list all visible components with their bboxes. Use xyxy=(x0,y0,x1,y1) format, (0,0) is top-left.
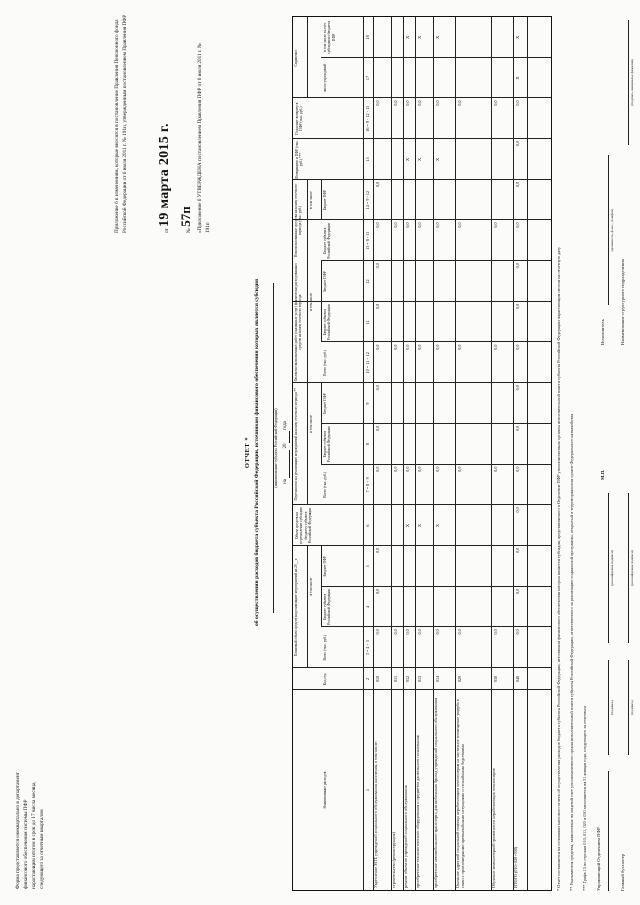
header-transferred: Перечислено на реализацию мероприятий на конец отчетного периода ** xyxy=(294,387,298,501)
period-suffix: года xyxy=(283,421,288,431)
grid-hline xyxy=(307,180,308,261)
cell-value: 0,0 xyxy=(457,222,462,228)
header-col-7: Всего (тыс. руб.) xyxy=(323,472,327,498)
resolution-number xyxy=(178,206,194,233)
cell-value: 0,0 xyxy=(375,588,380,594)
chief-sign-line xyxy=(624,660,629,755)
stamp-mp: М.П. xyxy=(600,469,605,480)
header-col-11: Бюджет субъекта Российской Федерации xyxy=(323,304,332,340)
period-prefix: на xyxy=(283,478,288,484)
cell-value: 0,0 xyxy=(375,222,380,228)
cell-value: 0,0 xyxy=(435,100,440,106)
subject-caption: (наименование субъекта Российской Федерации) xyxy=(274,408,278,488)
header-col-9: Бюджет ПФР xyxy=(323,393,327,414)
manager-decode-caption: (расшифровка подписи) xyxy=(610,550,614,586)
cell-value: 0,0 xyxy=(435,466,440,472)
cell-x: X xyxy=(417,523,422,528)
number-value: 57п xyxy=(178,206,193,227)
cell-value: 0,0 xyxy=(515,303,520,310)
header-col-6: Объем средств на перечисление субсидии бюджету субъекта Российской Федерации xyxy=(295,507,312,544)
chief-sign-caption: (подпись) xyxy=(630,700,634,715)
appendix-note: Приложение 6 к изменениям, которые вносятся в постановление Правления Пенсионного фонда Российской Федерации от 6 июля 2011 г. № 191п, утвержденным постановлением Правления ПФР xyxy=(114,14,129,233)
cell-value: 0,0 xyxy=(515,629,520,635)
footnote-2: ** Указываются средства, зачисленные на лицевой счет уполномоченного органа исполнительной власти субъекта Российской Федерации, ответственного за реализацию социальной программы, открытый в территориальном органе Федерального казначейства xyxy=(569,413,574,891)
cell-value: 0,0 xyxy=(417,222,422,228)
colnum-14: 14 = 9 - 12 xyxy=(365,190,370,210)
cell-value: 0,0 xyxy=(515,344,520,350)
grid-hline xyxy=(307,383,308,505)
cell-value: 0,0 xyxy=(515,507,520,513)
colnum-5: 5 xyxy=(365,565,370,568)
colnum-10: 10 = 11 + 12 xyxy=(365,352,370,374)
period-year-prefix: 20 xyxy=(283,443,288,449)
footnote-1: * Отчет составляется на основании кассового отчета об осуществлении расходов бюджета субъекта Российской Федерации, источником финансового обеспечения которых является субсидия, представляемого в Отделение ПФР уполномоченным органом исполнительной власти субъекта Российской Федерации нарастающим итогом на отчетную дату xyxy=(556,246,561,891)
row-code: 013 xyxy=(417,675,422,683)
number-prefix: № xyxy=(186,228,192,233)
header-works-incl: в том числе xyxy=(309,292,313,311)
cell-value: 0,0 xyxy=(375,629,380,635)
header-plan: Плановый объем средств на реализацию мероприятий на 20__ г. xyxy=(294,557,298,657)
cell-value: 0,0 xyxy=(405,344,410,350)
header-col-5: Бюджет ПФР xyxy=(323,556,327,577)
grid-hline xyxy=(321,383,322,464)
colnum-9: 9 xyxy=(365,402,370,405)
period-blank-1 xyxy=(283,450,290,478)
reporting-period xyxy=(283,385,290,520)
header-col-10: Всего (тыс. руб.) xyxy=(323,349,327,376)
row-code: 010 xyxy=(375,675,380,683)
date-handwritten: 19 марта 2015 г. xyxy=(157,123,172,227)
division-caption: (подпись, инициалы, фамилия) xyxy=(630,59,634,106)
cell-value: 0,0 xyxy=(515,263,520,269)
cell-value: 0,0 xyxy=(375,100,380,106)
cell-value: 0,0 xyxy=(515,588,520,594)
cell-value: 0,0 xyxy=(393,222,398,228)
row-code: 040 xyxy=(515,675,520,683)
cell-value: 0,0 xyxy=(393,100,398,106)
cell-value: 0,0 xyxy=(375,303,380,310)
cell-value: 0,0 xyxy=(493,466,498,472)
cell-value: 0,0 xyxy=(375,181,380,187)
header-col-8: Бюджет субъекта Российской Федерации xyxy=(323,426,332,463)
cell-value: 0,0 xyxy=(405,222,410,228)
cell-x: X xyxy=(417,35,422,40)
cell-value: 0,0 xyxy=(375,547,380,554)
cell-value: 0,0 xyxy=(515,547,520,554)
footnote-3: *** Графа 15 по строкам 010, 011, 020 и 030 заполняется на 31 января года, следующего за отчетным xyxy=(582,706,587,891)
cell-value: 0,0 xyxy=(493,629,498,635)
row-name: Оказание адресной социальной помощи неработающим пенсионерам на частичное возмещение ущерба в связи с произошедшими чрезвычайными ситуациями и стихийными бедствиями xyxy=(455,699,465,888)
row-name: Обучение компьютерной грамотности неработающих пенсионеров xyxy=(491,768,496,888)
colnum-8: 8 xyxy=(365,443,370,446)
colnum-16: 16 = 9 - 12 - 15 xyxy=(365,105,370,132)
row-code: 020 xyxy=(457,675,462,683)
grid-hline xyxy=(321,180,322,221)
cell-value: 0,0 xyxy=(393,629,398,635)
row-name: Укрепление МТБ учреждений социального обслуживания населения, в том числе: xyxy=(373,741,378,888)
chief-decode-line xyxy=(624,493,629,643)
resolution-date xyxy=(156,123,174,233)
row-code: 030 xyxy=(493,675,498,683)
date-prefix: от xyxy=(164,228,170,233)
cell-value: 0,0 xyxy=(435,344,440,350)
colnum-7: 7 = 8 + 9 xyxy=(365,477,370,493)
cell-x: X xyxy=(435,157,440,162)
grid-hline xyxy=(307,261,308,383)
cell-value: 0,0 xyxy=(375,466,380,472)
cell-value: 0,0 xyxy=(515,100,520,106)
row-code: 014 xyxy=(435,675,440,683)
form-submission-note: Форма представляется ежеквартально в департамент финансового обеспечения системы ПФР нарастающим итогом в срок до 17 числа месяца, следующего за отчетным кварталом xyxy=(15,772,46,889)
header-unspent: Неиспользованные средства на конец отчетного периода (тыс. руб.) xyxy=(294,183,303,258)
header-col-13: Бюджет субъекта Российской Федерации xyxy=(323,222,332,259)
cell-value: 0,0 xyxy=(515,425,520,432)
manager-line xyxy=(604,771,609,891)
colnum-12: 12 xyxy=(365,279,370,284)
chief-accountant-label: Главный бухгалтер xyxy=(620,853,625,891)
cell-value: 0,0 xyxy=(457,100,462,106)
period-blank-2 xyxy=(283,431,290,443)
colnum-15: 15 xyxy=(365,157,370,162)
report-title: ОТЧЕТ * xyxy=(244,436,251,469)
cell-x: X xyxy=(515,76,520,80)
header-col-4: Бюджет субъекта Российской Федерации xyxy=(323,589,332,625)
manager-decode-line xyxy=(604,493,609,643)
header-code: Код стр. xyxy=(323,672,327,686)
row-name: приобретение автомобильного транспорта для мобильных бригад учреждений социального обслуживания xyxy=(433,697,438,888)
cell-value: 0,0 xyxy=(375,263,380,269)
header-col-14: Бюджет ПФР xyxy=(323,189,327,211)
cell-x: X xyxy=(405,35,410,40)
cell-value: 0,0 xyxy=(515,141,520,147)
cell-value: 0,0 xyxy=(457,344,462,350)
grid-hline xyxy=(321,261,322,342)
executor-line xyxy=(604,155,609,305)
colnum-11: 11 xyxy=(365,320,370,325)
cell-value: 0,0 xyxy=(457,466,462,472)
cell-x: X xyxy=(417,157,422,162)
colnum-3: 3 = 4 + 5 xyxy=(365,640,370,656)
cell-value: 0,0 xyxy=(515,222,520,228)
row-name: ремонт объектов учреждений социального обслуживания xyxy=(403,785,408,888)
grid-hline xyxy=(321,546,322,627)
cell-value: 0,0 xyxy=(435,222,440,228)
cell-x: X xyxy=(405,157,410,162)
colnum-4: 4 xyxy=(365,605,370,609)
cell-value: 0,0 xyxy=(515,466,520,472)
cell-value: 0,0 xyxy=(393,344,398,350)
row-name: ИТОГО (010+020+030) xyxy=(513,846,518,888)
colnum-1: 1 xyxy=(365,788,370,792)
row-code: 012 xyxy=(405,675,410,683)
colnum-6: 6 xyxy=(365,524,370,527)
header-col-3: Всего (тыс. руб.) xyxy=(323,634,327,661)
grid-hline xyxy=(363,17,364,890)
cell-value: 0,0 xyxy=(405,466,410,472)
colnum-17: 17 xyxy=(365,75,370,81)
header-transferred-incl: в том числе xyxy=(309,415,313,433)
cell-value: 0,0 xyxy=(375,385,380,391)
executor-label: Исполнитель xyxy=(600,319,605,345)
cell-value: 0,0 xyxy=(457,629,462,635)
cell-value: 0,0 xyxy=(515,385,520,391)
header-reference: Справочно: xyxy=(294,48,298,67)
colnum-18: 18 xyxy=(365,35,370,40)
row-name: строительство (реконструкция) xyxy=(391,832,396,888)
cell-value: 0,0 xyxy=(417,629,422,635)
chief-decode-caption: (расшифровка подписи) xyxy=(630,550,634,586)
grid-hline xyxy=(527,17,528,890)
header-col-18: в том числе за счет субсидии из бюджета ПФР xyxy=(323,20,336,54)
cell-value: 0,0 xyxy=(515,181,520,187)
colnum-13: 13 = 8 - 11 xyxy=(365,231,370,250)
header-works: Оплачено выполненных работ (оказанных услуг) фактически расходованных средств на конец отчетного периода xyxy=(294,263,303,382)
cell-value: 0,0 xyxy=(493,344,498,350)
cell-value: 0,0 xyxy=(375,344,380,350)
manager-sign-caption: (подпись) xyxy=(610,700,614,715)
cell-value: 0,0 xyxy=(435,629,440,635)
row-name: приобретение технологического оборудования и предметов длительного пользования xyxy=(415,735,420,888)
manager-label: Управляющий Отделением ПФР xyxy=(596,827,601,891)
cell-x: X xyxy=(405,523,410,528)
header-plan-incl: в том числе xyxy=(309,577,313,596)
cell-value: 0,0 xyxy=(417,344,422,350)
header-unspent-incl: в том числе xyxy=(309,191,313,209)
manager-sign-line xyxy=(604,660,609,755)
row-code: 011 xyxy=(393,675,398,683)
cell-value: 0,0 xyxy=(375,425,380,432)
cell-value: 0,0 xyxy=(405,629,410,635)
cell-x: X xyxy=(435,35,440,40)
header-col-16: Подлежит возврату в ПФР (тыс. руб.) xyxy=(295,102,304,135)
executor-caption: (должность, ф.и.о., телефон) xyxy=(610,208,614,252)
cell-value: 0,0 xyxy=(493,100,498,106)
cell-x: X xyxy=(435,523,440,528)
cell-value: 0,0 xyxy=(417,466,422,472)
cell-value: 0,0 xyxy=(405,100,410,106)
approved-note: «Приложение 6 УТВЕРЖДЕНА постановлением Правления ПФР от 6 июля 2011 г. № 191п xyxy=(197,43,212,233)
colnum-2: 2 xyxy=(365,677,370,681)
cell-x: X xyxy=(515,35,520,40)
cell-value: 0,0 xyxy=(393,466,398,472)
header-col-12: Бюджет ПФР xyxy=(323,271,327,292)
header-col-15: Возвращено в ПФР (тыс. руб.) *** xyxy=(295,140,304,179)
cell-value: 0,0 xyxy=(493,222,498,228)
grid-hline xyxy=(307,546,308,668)
division-label: Наименование структурного подразделения xyxy=(620,259,625,345)
report-table xyxy=(292,16,552,891)
header-col-17: число учреждений xyxy=(323,63,327,93)
report-subtitle: об осуществлении расходов бюджета субъекта Российской Федерации, источником финансового обеспечения которых является субсидия xyxy=(254,278,260,627)
header-name: Наименование расходов xyxy=(323,771,327,809)
cell-value: 0,0 xyxy=(417,100,422,106)
grid-hline xyxy=(307,17,308,98)
division-line xyxy=(624,20,629,145)
